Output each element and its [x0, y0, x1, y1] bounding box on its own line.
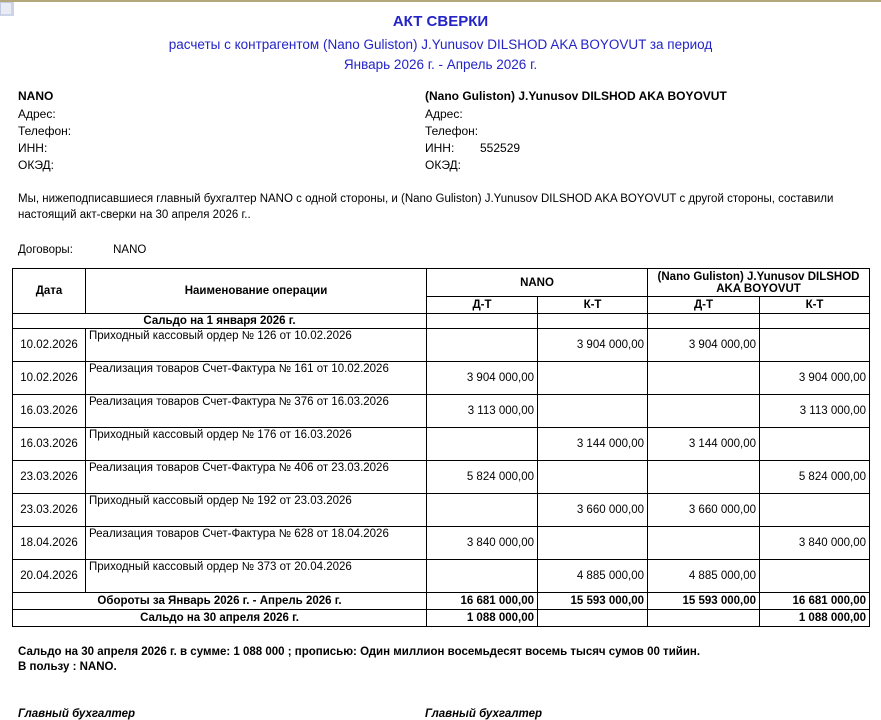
- table-row: [13, 494, 870, 527]
- table-row: [13, 527, 870, 560]
- footer-in-favor: В пользу : NANO.: [18, 661, 117, 673]
- turnover-label: Обороты за Январь 2026 г. - Апрель 2026 г.: [13, 593, 427, 610]
- row-ctr-kt: [760, 494, 870, 527]
- intro-paragraph: Мы, нижеподписавшиеся главный бухгалтер NANO с одной стороны, и (Nano Guliston) J.Yunusov DILSHOD AKA BOYOVUT с другой стороны, составили настоящий акт-сверки на 30 апреля 2026 г..: [18, 193, 834, 221]
- turnover-nano-dt: 16 681 000,00: [427, 593, 538, 610]
- party-right-name: (Nano Guliston) J.Yunusov DILSHOD AKA BOYOVUT: [425, 89, 727, 103]
- signature-left: Главный бухгалтер: [18, 708, 136, 720]
- parties-section: [18, 89, 881, 174]
- row-nano-kt: 3 904 000,00: [538, 329, 648, 362]
- table-row: [13, 428, 870, 461]
- row-nano-kt: 3 144 000,00: [538, 428, 648, 461]
- party-left: [18, 89, 425, 174]
- party-left-name: NANO: [18, 89, 54, 103]
- row-operation: Приходный кассовый ордер № 373 от 20.04.2026: [86, 560, 427, 593]
- page-top-border: [0, 0, 881, 2]
- table-row: [13, 362, 870, 395]
- party-left-oked-label: ОКЭД:: [18, 158, 55, 172]
- table-row: [13, 560, 870, 593]
- opening-balance-row: [13, 314, 870, 329]
- signatures-row: [18, 708, 881, 720]
- header-nano-credit: К-Т: [538, 297, 648, 314]
- row-ctr-kt: 5 824 000,00: [760, 461, 870, 494]
- table-row: [13, 461, 870, 494]
- row-ctr-kt: [760, 560, 870, 593]
- row-operation: Реализация товаров Счет-Фактура № 161 от 10.02.2026: [86, 362, 427, 395]
- row-ctr-dt: [648, 395, 760, 428]
- header-ctr-debit: Д-Т: [648, 297, 760, 314]
- party-right-inn-label: ИНН:: [425, 141, 455, 155]
- party-right: [425, 89, 832, 174]
- row-ctr-dt: 4 885 000,00: [648, 560, 760, 593]
- closing-balance-label: Сальдо на 30 апреля 2026 г.: [13, 610, 427, 627]
- row-operation: Приходный кассовый ордер № 176 от 16.03.2026: [86, 428, 427, 461]
- header-date: Дата: [13, 269, 86, 314]
- row-date: 18.04.2026: [13, 527, 86, 560]
- row-date: 16.03.2026: [13, 428, 86, 461]
- reconciliation-table: [12, 268, 870, 627]
- party-right-phone-label: Телефон:: [425, 124, 479, 138]
- row-date: 23.03.2026: [13, 494, 86, 527]
- closing-ctr-dt: [648, 610, 760, 627]
- turnover-ctr-kt: 16 681 000,00: [760, 593, 870, 610]
- row-nano-kt: [538, 362, 648, 395]
- closing-ctr-kt: 1 088 000,00: [760, 610, 870, 627]
- contracts-value: NANO: [113, 244, 147, 256]
- closing-nano-dt: 1 088 000,00: [427, 610, 538, 627]
- document-header: [0, 0, 881, 72]
- closing-nano-kt: [538, 610, 648, 627]
- party-right-address-label: Адрес:: [425, 107, 463, 121]
- page-subtitle: расчеты с контрагентом (Nano Guliston) J.Yunusov DILSHOD AKA BOYOVUT за период: [168, 37, 713, 52]
- table-row: [13, 395, 870, 428]
- turnover-nano-kt: 15 593 000,00: [538, 593, 648, 610]
- header-operation: Наименование операции: [86, 269, 427, 314]
- page-period: Январь 2026 г. - Апрель 2026 г.: [343, 57, 538, 72]
- row-ctr-dt: [648, 461, 760, 494]
- signature-right: Главный бухгалтер: [425, 708, 543, 720]
- row-ctr-dt: 3 904 000,00: [648, 329, 760, 362]
- row-nano-dt: [427, 329, 538, 362]
- table-row: [13, 329, 870, 362]
- row-nano-dt: [427, 494, 538, 527]
- row-date: 10.02.2026: [13, 329, 86, 362]
- turnover-ctr-dt: 15 593 000,00: [648, 593, 760, 610]
- row-ctr-kt: [760, 329, 870, 362]
- contracts-line: [18, 244, 881, 256]
- row-operation: Реализация товаров Счет-Фактура № 628 от 18.04.2026: [86, 527, 427, 560]
- row-nano-kt: [538, 527, 648, 560]
- row-nano-dt: 5 824 000,00: [427, 461, 538, 494]
- party-right-inn-value: 552529: [480, 141, 521, 155]
- row-date: 10.02.2026: [13, 362, 86, 395]
- row-operation: Реализация товаров Счет-Фактура № 376 от 16.03.2026: [86, 395, 427, 428]
- party-left-phone-label: Телефон:: [18, 124, 72, 138]
- corner-select-icon[interactable]: [0, 2, 14, 16]
- row-nano-dt: 3 904 000,00: [427, 362, 538, 395]
- row-nano-dt: [427, 560, 538, 593]
- row-operation: Приходный кассовый ордер № 192 от 23.03.2026: [86, 494, 427, 527]
- header-group-contragent: (Nano Guliston) J.Yunusov DILSHOD AKA BOYOVUT: [648, 269, 870, 297]
- row-nano-kt: [538, 461, 648, 494]
- footer-summary-block: [18, 645, 863, 675]
- row-operation: Приходный кассовый ордер № 126 от 10.02.2026: [86, 329, 427, 362]
- row-nano-dt: [427, 428, 538, 461]
- row-ctr-kt: 3 840 000,00: [760, 527, 870, 560]
- closing-balance-row: [13, 610, 870, 627]
- row-nano-dt: 3 113 000,00: [427, 395, 538, 428]
- row-ctr-dt: 3 660 000,00: [648, 494, 760, 527]
- party-left-inn-label: ИНН:: [18, 141, 48, 155]
- row-nano-dt: 3 840 000,00: [427, 527, 538, 560]
- row-ctr-dt: 3 144 000,00: [648, 428, 760, 461]
- row-nano-kt: 4 885 000,00: [538, 560, 648, 593]
- header-group-nano: NANO: [427, 269, 648, 297]
- contracts-label: Договоры:: [18, 244, 73, 256]
- row-date: 16.03.2026: [13, 395, 86, 428]
- row-ctr-kt: 3 904 000,00: [760, 362, 870, 395]
- party-right-oked-label: ОКЭД:: [425, 158, 462, 172]
- row-date: 20.04.2026: [13, 560, 86, 593]
- row-ctr-kt: [760, 428, 870, 461]
- party-left-address-label: Адрес:: [18, 107, 56, 121]
- row-operation: Реализация товаров Счет-Фактура № 406 от 23.03.2026: [86, 461, 427, 494]
- row-ctr-dt: [648, 527, 760, 560]
- turnover-row: [13, 593, 870, 610]
- row-ctr-dt: [648, 362, 760, 395]
- row-date: 23.03.2026: [13, 461, 86, 494]
- header-ctr-credit: К-Т: [760, 297, 870, 314]
- row-nano-kt: [538, 395, 648, 428]
- opening-balance-label: Сальдо на 1 января 2026 г.: [13, 314, 427, 329]
- row-ctr-kt: 3 113 000,00: [760, 395, 870, 428]
- header-nano-debit: Д-Т: [427, 297, 538, 314]
- row-nano-kt: 3 660 000,00: [538, 494, 648, 527]
- footer-summary: Сальдо на 30 апреля 2026 г. в сумме: 1 088 000 ; прописью: Один миллион восемьдесят восемь тысяч сумов 00 тийин.: [18, 646, 701, 658]
- page-title: АКТ СВЕРКИ: [392, 13, 489, 30]
